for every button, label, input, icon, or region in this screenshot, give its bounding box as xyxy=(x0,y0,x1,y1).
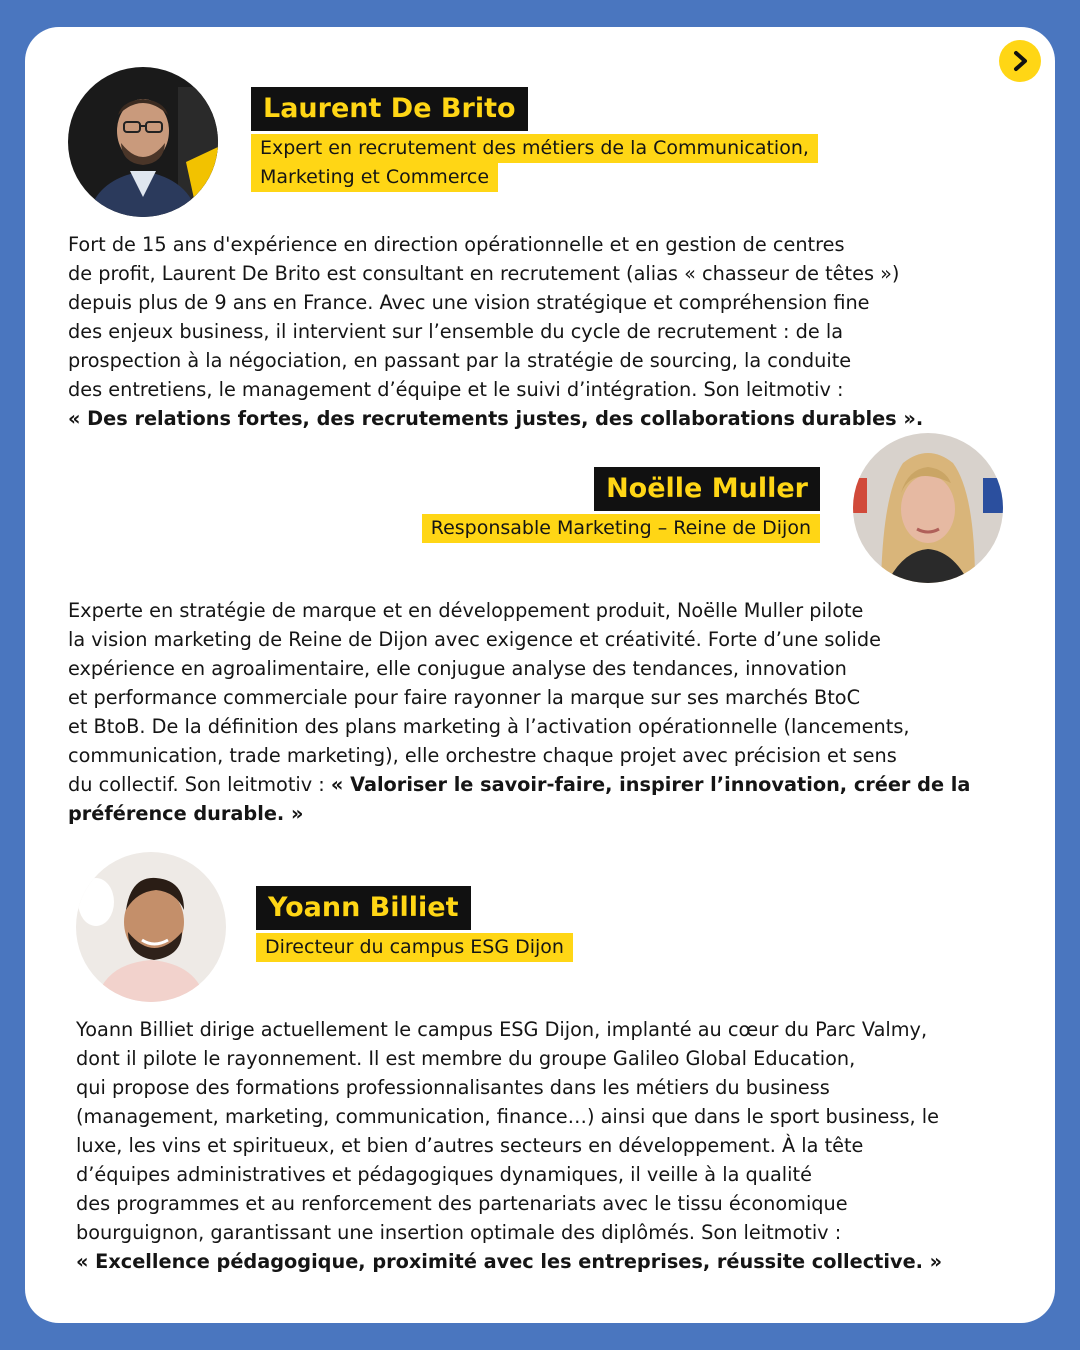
motto: « Valoriser le savoir-faire, inspirer l’innovation, créer de la xyxy=(330,773,971,796)
bio-line: communication, trade marketing), elle orchestre chaque projet avec précision et sens xyxy=(68,744,897,767)
profile-role xyxy=(251,134,818,163)
bio-line: prospection à la négociation, en passant par la stratégie de sourcing, la conduite xyxy=(68,349,852,372)
profile-name: Laurent De Brito xyxy=(251,87,528,131)
role-line: Marketing et Commerce xyxy=(260,166,490,188)
bio-line: de profit, Laurent De Brito est consultant en recrutement (alias « chasseur de têtes ») xyxy=(68,262,900,285)
chevron-right-icon xyxy=(1009,50,1031,72)
profile-bio xyxy=(68,230,923,433)
profile-role xyxy=(256,933,573,962)
bio-line: dont il pilote le rayonnement. Il est membre du groupe Galileo Global Education, xyxy=(76,1047,856,1070)
role-line: Expert en recrutement des métiers de la Communication, xyxy=(260,137,809,159)
bio-line: (management, marketing, communication, finance…) ainsi que dans le sport business, le xyxy=(76,1105,939,1128)
role-line: Responsable Marketing – Reine de Dijon xyxy=(430,517,811,539)
profile-name: Noëlle Muller xyxy=(594,467,820,511)
bio-line: qui propose des formations professionnalisantes dans les métiers du business xyxy=(76,1076,830,1099)
bio-line: et BtoB. De la définition des plans marketing à l’activation opérationnelle (lancements, xyxy=(68,715,910,738)
bio-line: des enjeux business, il intervient sur l’ensemble du cycle de recrutement : de la xyxy=(68,320,844,343)
bio-line: des programmes et au renforcement des partenariats avec le tissu économique xyxy=(76,1192,848,1215)
motto: préférence durable. » xyxy=(68,802,304,825)
profile-name: Yoann Billiet xyxy=(256,886,471,930)
avatar-yoann-billiet xyxy=(76,852,226,1002)
bio-line: expérience en agroalimentaire, elle conjugue analyse des tendances, innovation xyxy=(68,657,847,680)
bio-line: Fort de 15 ans d'expérience en direction opérationnelle et en gestion de centres xyxy=(68,233,845,256)
bio-line: des entretiens, le management d’équipe et le suivi d’intégration. Son leitmotiv : xyxy=(68,378,844,401)
motto: « Excellence pédagogique, proximité avec les entreprises, réussite collective. » xyxy=(76,1250,943,1273)
avatar-laurent-de-brito xyxy=(68,67,218,217)
bio-line: d’équipes administratives et pédagogiques dynamiques, il veille à la qualité xyxy=(76,1163,812,1186)
motto: « Des relations fortes, des recrutements justes, des collaborations durables ». xyxy=(68,407,924,430)
profile-bio xyxy=(68,596,970,828)
bio-line: la vision marketing de Reine de Dijon avec exigence et créativité. Forte d’une solide xyxy=(68,628,881,651)
profile-role xyxy=(422,514,820,543)
bio-line: Yoann Billiet dirige actuellement le campus ESG Dijon, implanté au cœur du Parc Valmy, xyxy=(76,1018,928,1041)
profile-bio xyxy=(76,1015,942,1276)
next-slide-button[interactable] xyxy=(999,40,1041,82)
bio-line: du collectif. Son leitmotiv : xyxy=(68,773,331,796)
bio-line: et performance commerciale pour faire rayonner la marque sur ses marchés BtoC xyxy=(68,686,861,709)
bio-line: depuis plus de 9 ans en France. Avec une vision stratégique et compréhension fine xyxy=(68,291,870,314)
bio-line: luxe, les vins et spiritueux, et bien d’autres secteurs en développement. À la tête xyxy=(76,1134,864,1157)
bio-line: Experte en stratégie de marque et en développement produit, Noëlle Muller pilote xyxy=(68,599,864,622)
profile-role xyxy=(251,163,498,192)
role-line: Directeur du campus ESG Dijon xyxy=(265,936,564,958)
avatar-noelle-muller xyxy=(853,433,1003,583)
bio-line: bourguignon, garantissant une insertion optimale des diplômés. Son leitmotiv : xyxy=(76,1221,842,1244)
